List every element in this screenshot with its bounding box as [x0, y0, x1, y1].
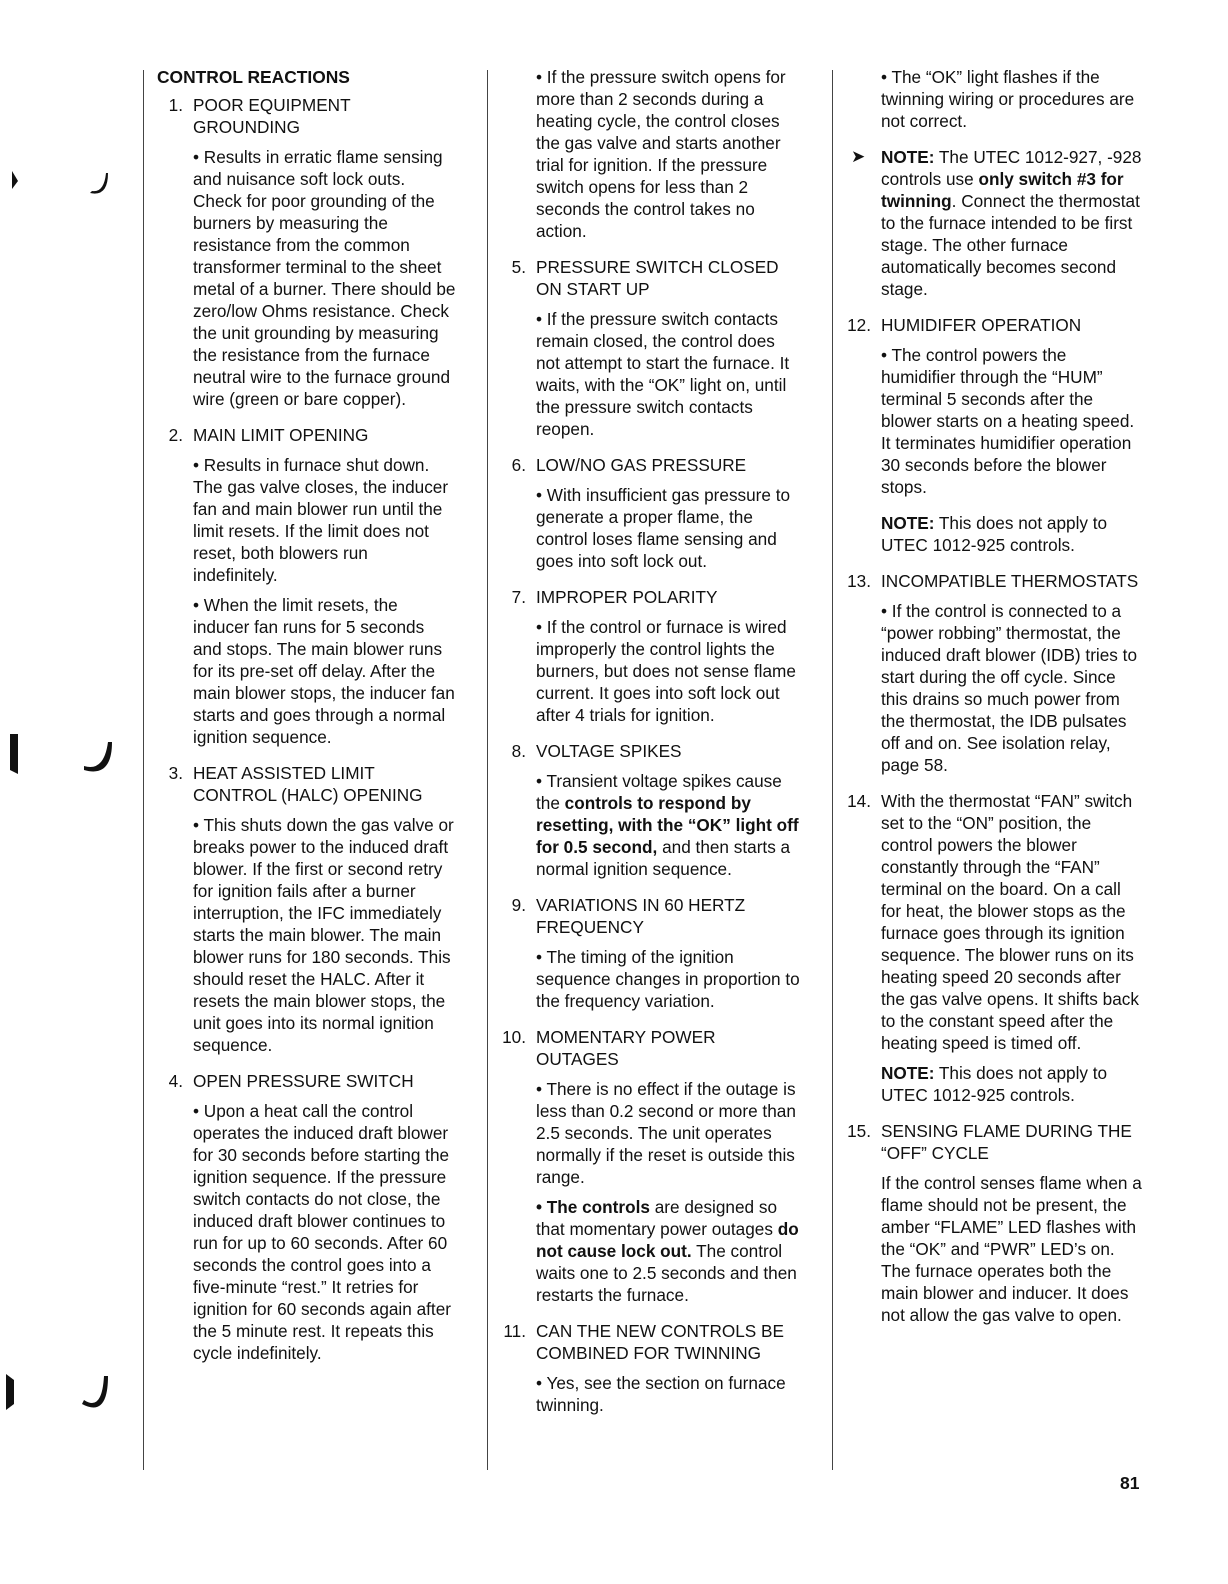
item-title: VOLTAGE SPIKES [536, 741, 682, 761]
item-number: 6. [511, 455, 526, 475]
item-4-continued-paragraph: • If the pressure switch opens for more than 2 seconds during a heating cycle, the control closes the gas valve and starts another trial for ignition. If the pressure switch opens for less than 2 seconds the control takes no action. [536, 67, 786, 241]
item-number: 9. [511, 895, 526, 915]
list-item-10 [500, 1026, 800, 1306]
item-title: INCOMPATIBLE THERMOSTATS [881, 571, 1139, 591]
item-number: 14. [847, 791, 871, 811]
item-paragraph: • Yes, see the section on furnace twinning. [536, 1373, 786, 1415]
list-item-7 [500, 586, 800, 726]
item-title: HEAT ASSISTED LIMIT CONTROL (HALC) OPENING [193, 763, 423, 805]
item-title: VARIATIONS IN 60 HERTZ FREQUENCY [536, 895, 746, 937]
list-item-9 [500, 894, 800, 1012]
item-title: OPEN PRESSURE SWITCH [193, 1071, 414, 1091]
item-paragraph: • The control powers the humidifier through the “HUM” terminal 5 seconds after the blower starts on a heating speed. It terminates humidifier operation 30 seconds before the blower stops. [881, 345, 1135, 497]
list-item-3 [157, 762, 457, 1056]
item-title: SENSING FLAME DURING THE “OFF” CYCLE [881, 1121, 1132, 1163]
item-title: CAN THE NEW CONTROLS BE COMBINED FOR TWINNING [536, 1321, 784, 1363]
list-item-12 [845, 314, 1145, 556]
column-rule-3 [832, 70, 833, 1470]
item-title: MOMENTARY POWER OUTAGES [536, 1027, 716, 1069]
item-paragraph: With the thermostat “FAN” switch set to the “ON” position, the control powers the blower constantly through the “FAN” terminal on the board. On a call for heat, the blower stops as the furnace goes through its ignition sequence. The blower runs on its heating speed 20 seconds after the gas valve opens. It shifts back to the constant speed after the heating speed is timed off. [881, 791, 1139, 1053]
arrow-pointer-icon: ➤ [851, 147, 866, 166]
list-item-15 [845, 1120, 1145, 1326]
twinning-note: ➤ NOTE: The UTEC 1012-927, -928 controls use only switch #3 for twinning. Connect the thermostat to the furnace intended to be first stage. The other furnace automatically becomes second stage. [845, 146, 1145, 300]
item-title: IMPROPER POLARITY [536, 587, 718, 607]
binder-mark-2 [0, 730, 120, 780]
item-paragraph: • Upon a heat call the control operates the induced draft blower for 30 seconds before starting the ignition sequence. If the pressure switch contacts do not close, the induced draft blower continues to run for up to 60 seconds. After 60 seconds the control goes into a five-minute “rest.” It retries for ignition for 60 seconds again after the 5 minute rest. It repeats this cycle indefinitely. [193, 1101, 451, 1363]
section-heading: CONTROL REACTIONS [157, 67, 350, 87]
page-number: 81 [1120, 1473, 1140, 1493]
item-title: MAIN LIMIT OPENING [193, 425, 369, 445]
item-number: 7. [511, 587, 526, 607]
item-number: 2. [168, 425, 183, 445]
item-paragraph: • Transient voltage spikes cause the controls to respond by resetting, with the “OK” light off for 0.5 second, and then starts a normal ignition sequence. [536, 771, 799, 879]
item-paragraph: • If the pressure switch contacts remain closed, the control does not attempt to start the furnace. It waits, with the “OK” light on, until the pressure switch contacts reopen. [536, 309, 790, 439]
column-3 [845, 66, 1145, 1340]
list-item-8 [500, 740, 800, 880]
list-item-6 [500, 454, 800, 572]
list-item-14 [845, 790, 1145, 1106]
binder-mark-1 [0, 165, 120, 205]
column-rule-1 [143, 70, 144, 1470]
item-paragraph: • With insufficient gas pressure to generate a proper flame, the control loses flame sensing and goes into soft lock out. [536, 485, 791, 571]
item-title: HUMIDIFER OPERATION [881, 315, 1082, 335]
item-paragraph: • Results in furnace shut down. The gas valve closes, the inducer fan and main blower run until the limit resets. If the limit does not reset, both blowers run indefinitely. [193, 455, 449, 585]
item-note: NOTE: This does not apply to UTEC 1012-925 controls. [881, 1063, 1108, 1105]
item-number: 5. [511, 257, 526, 277]
item-note: NOTE: This does not apply to UTEC 1012-925 controls. [881, 513, 1108, 555]
item-number: 11. [503, 1321, 526, 1341]
item-paragraph: If the control senses flame when a flame should not be present, the amber “FLAME” LED flashes with the “OK” and “PWR” LED’s on. The furnace operates both the main blower and inducer. It does not allow the gas valve to open. [881, 1173, 1142, 1325]
column-2 [500, 66, 800, 1430]
column-rule-2 [487, 70, 488, 1470]
item-11-continued-paragraph: • The “OK” light flashes if the twinning wiring or procedures are not correct. [881, 67, 1135, 131]
list-item-1 [157, 94, 457, 410]
item-number: 13. [847, 571, 871, 591]
item-paragraph: • This shuts down the gas valve or breaks power to the induced draft blower. If the first or second retry for ignition fails after a burner interruption, the IFC immediately starts the main blower. The main blower runs for 180 seconds. This should reset the HALC. After it resets the main blower stops, the unit goes into its normal ignition sequence. [193, 815, 454, 1055]
item-number: 15. [847, 1121, 871, 1141]
item-number: 3. [168, 763, 183, 783]
item-paragraph: • There is no effect if the outage is less than 0.2 second or more than 2.5 seconds. The unit operates normally if the reset is outside this range. [536, 1079, 796, 1187]
list-item-13 [845, 570, 1145, 776]
item-number: 1. [168, 95, 183, 115]
list-item-11 [500, 1320, 800, 1416]
item-paragraph: • Results in erratic flame sensing and nuisance soft lock outs. Check for poor grounding of the burners by measuring the resistance from the common transformer terminal to the sheet metal of a burner. There should be zero/low Ohms resistance. Check the unit grounding by measuring the resistance from the furnace neutral wire to the furnace ground wire (green or bare copper). [193, 147, 456, 409]
item-paragraph: • The timing of the ignition sequence changes in proportion to the frequency variation. [536, 947, 800, 1011]
item-paragraph: • If the control is connected to a “power robbing” thermostat, the induced draft blower (IDB) tries to start during the off cycle. Since this drains so much power from the thermostat, the IDB pulsates off and on. See isolation relay, page 58. [881, 601, 1138, 775]
item-number: 12. [847, 315, 871, 335]
item-paragraph: • When the limit resets, the inducer fan runs for 5 seconds and stops. The main blower runs for its pre-set off delay. After the main blower stops, the inducer fan starts and goes through a normal ignition sequence. [193, 595, 455, 747]
item-paragraph: • The controls are designed so that momentary power outages do not cause lock out. The control waits one to 2.5 seconds and then restarts the furnace. [536, 1197, 799, 1305]
list-item-2 [157, 424, 457, 748]
item-number: 10. [502, 1027, 526, 1047]
binder-mark-3 [0, 1370, 120, 1420]
item-title: POOR EQUIPMENT GROUNDING [193, 95, 351, 137]
column-1 [157, 66, 457, 1378]
item-title: PRESSURE SWITCH CLOSED ON START UP [536, 257, 779, 299]
item-number: 8. [511, 741, 526, 761]
item-paragraph: • If the control or furnace is wired improperly the control lights the burners, but does not sense flame current. It goes into soft lock out after 4 trials for ignition. [536, 617, 796, 725]
list-item-5 [500, 256, 800, 440]
item-number: 4. [168, 1071, 183, 1091]
item-title: LOW/NO GAS PRESSURE [536, 455, 747, 475]
list-item-4 [157, 1070, 457, 1364]
